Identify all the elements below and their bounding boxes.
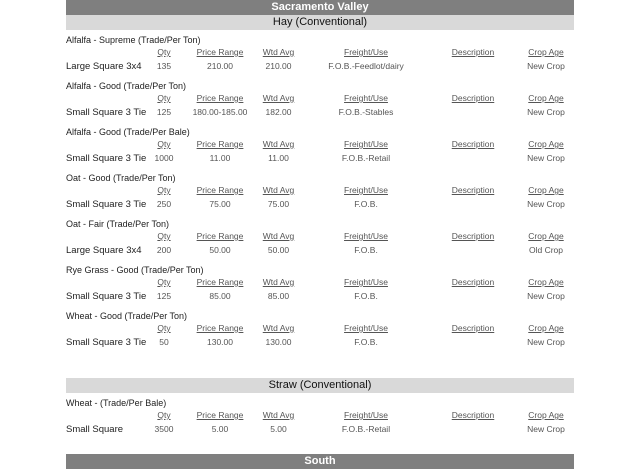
data-row [66,199,574,213]
crop-age-cell: New Crop [527,61,565,71]
crop-age-cell: New Crop [527,337,565,347]
commodity-title: Alfalfa - Good (Trade/Per Bale) [66,127,190,137]
crop-age-cell: New Crop [527,153,565,163]
report-block [66,125,574,167]
hay-report [66,33,574,355]
report-block [66,263,574,305]
description-header: Description [451,93,495,103]
wtd-avg-header: Wtd Avg [262,231,295,241]
qty-header: Qty [157,231,171,241]
price-range-header: Price Range [196,277,244,287]
price-range-header: Price Range [196,410,244,420]
price-range-header: Price Range [196,47,244,57]
qty-header: Qty [157,139,171,149]
wtd-avg-cell: 75.00 [267,199,290,209]
column-header-row [66,139,574,153]
freight-use-cell: F.O.B. [354,245,378,255]
commodity-title: Rye Grass - Good (Trade/Per Ton) [66,265,204,275]
class-cell: Small Square 3 Tie [66,199,147,210]
crop-age-header: Crop Age [528,231,564,241]
crop-age-cell: New Crop [527,107,565,117]
class-cell: Small Square 3 Tie [66,153,147,164]
price-range-cell: 11.00 [209,153,231,163]
qty-cell: 250 [156,199,172,209]
report-block [66,396,574,438]
data-row [66,61,574,75]
description-header: Description [451,231,495,241]
qty-cell: 125 [156,291,172,301]
freight-use-header: Freight/Use [344,410,388,420]
column-header-row [66,323,574,337]
column-header-row [66,185,574,199]
wtd-avg-cell: 130.00 [265,337,292,347]
price-range-cell: 180.00-185.00 [192,107,248,117]
price-range-header: Price Range [196,323,244,333]
wtd-avg-header: Wtd Avg [262,185,295,195]
qty-header: Qty [157,93,171,103]
qty-header: Qty [157,47,171,57]
qty-header: Qty [157,323,171,333]
freight-use-header: Freight/Use [344,47,388,57]
description-header: Description [451,323,495,333]
freight-use-cell: F.O.B.-Retail [341,424,391,434]
region-header-south [66,454,574,469]
data-row [66,424,574,438]
commodity-title: Wheat - (Trade/Per Bale) [66,398,167,408]
description-header: Description [451,139,495,149]
crop-age-header: Crop Age [528,410,564,420]
freight-use-header: Freight/Use [344,185,388,195]
data-row [66,291,574,305]
qty-cell: 200 [156,245,172,255]
crop-age-cell: New Crop [527,424,565,434]
category-title: Hay (Conventional) [272,16,368,28]
class-cell: Large Square 3x4 [66,61,142,72]
commodity-title: Oat - Good (Trade/Per Ton) [66,173,176,183]
price-range-cell: 5.00 [211,424,229,434]
class-cell: Small Square 3 Tie [66,337,147,348]
category-header-hay [66,15,574,30]
column-header-row [66,93,574,107]
crop-age-header: Crop Age [528,139,564,149]
freight-use-header: Freight/Use [344,277,388,287]
region-title: Sacramento Valley [271,1,369,13]
data-row [66,337,574,351]
category-header-straw [66,378,574,393]
qty-cell: 125 [156,107,172,117]
qty-cell: 135 [156,61,172,71]
data-row [66,245,574,259]
report-block [66,33,574,75]
commodity-title: Wheat - Good (Trade/Per Ton) [66,311,188,321]
freight-use-cell: F.O.B. [354,199,378,209]
freight-use-cell: F.O.B.-Retail [341,153,391,163]
wtd-avg-header: Wtd Avg [262,410,295,420]
wtd-avg-header: Wtd Avg [262,277,295,287]
data-row [66,107,574,121]
wtd-avg-cell: 182.00 [265,107,292,117]
wtd-avg-cell: 85.00 [267,291,290,301]
price-range-header: Price Range [196,231,244,241]
crop-age-cell: New Crop [527,199,565,209]
price-range-header: Price Range [196,139,244,149]
price-range-cell: 50.00 [209,245,231,255]
qty-header: Qty [157,277,171,287]
column-header-row [66,231,574,245]
commodity-title: Oat - Fair (Trade/Per Ton) [66,219,170,229]
price-range-cell: 130.00 [207,337,233,347]
price-range-header: Price Range [196,185,244,195]
column-header-row [66,47,574,61]
commodity-title: Alfalfa - Supreme (Trade/Per Ton) [66,35,201,45]
qty-cell: 50 [159,337,169,347]
qty-cell: 3500 [154,424,174,434]
category-title: Straw (Conventional) [268,379,372,391]
region-title: South [304,455,336,467]
column-header-row [66,410,574,424]
crop-age-header: Crop Age [528,185,564,195]
freight-use-cell: F.O.B.-Stables [338,107,394,117]
class-cell: Small Square 3 Tie [66,291,147,302]
wtd-avg-cell: 210.00 [265,61,292,71]
crop-age-header: Crop Age [528,93,564,103]
region-header-sacramento-valley [66,0,574,15]
report-block [66,309,574,351]
class-cell: Small Square [66,424,124,435]
class-cell: Small Square 3 Tie [66,107,147,118]
freight-use-header: Freight/Use [344,323,388,333]
report-block [66,217,574,259]
price-range-cell: 75.00 [209,199,231,209]
qty-header: Qty [157,185,171,195]
crop-age-cell: New Crop [527,291,565,301]
wtd-avg-header: Wtd Avg [262,93,295,103]
description-header: Description [451,47,495,57]
crop-age-header: Crop Age [528,323,564,333]
description-header: Description [451,410,495,420]
freight-use-header: Freight/Use [344,139,388,149]
column-header-row [66,277,574,291]
data-row [66,153,574,167]
wtd-avg-cell: 5.00 [270,424,287,434]
wtd-avg-header: Wtd Avg [262,47,295,57]
freight-use-header: Freight/Use [344,231,388,241]
price-range-header: Price Range [196,93,244,103]
description-header: Description [451,277,495,287]
price-range-cell: 210.00 [207,61,233,71]
wtd-avg-header: Wtd Avg [262,139,295,149]
commodity-title: Alfalfa - Good (Trade/Per Ton) [66,81,187,91]
freight-use-header: Freight/Use [344,93,388,103]
qty-cell: 1000 [154,153,174,163]
report-block [66,79,574,121]
wtd-avg-cell: 11.00 [268,153,289,163]
straw-report [66,396,574,442]
report-block [66,171,574,213]
qty-header: Qty [157,410,171,420]
crop-age-header: Crop Age [528,47,564,57]
price-range-cell: 85.00 [209,291,231,301]
freight-use-cell: F.O.B.-Feedlot/dairy [328,61,404,71]
crop-age-cell: Old Crop [528,245,563,255]
freight-use-cell: F.O.B. [354,291,378,301]
class-cell: Large Square 3x4 [66,245,142,256]
freight-use-cell: F.O.B. [354,337,378,347]
crop-age-header: Crop Age [528,277,564,287]
wtd-avg-cell: 50.00 [267,245,290,255]
wtd-avg-header: Wtd Avg [262,323,295,333]
description-header: Description [451,185,495,195]
